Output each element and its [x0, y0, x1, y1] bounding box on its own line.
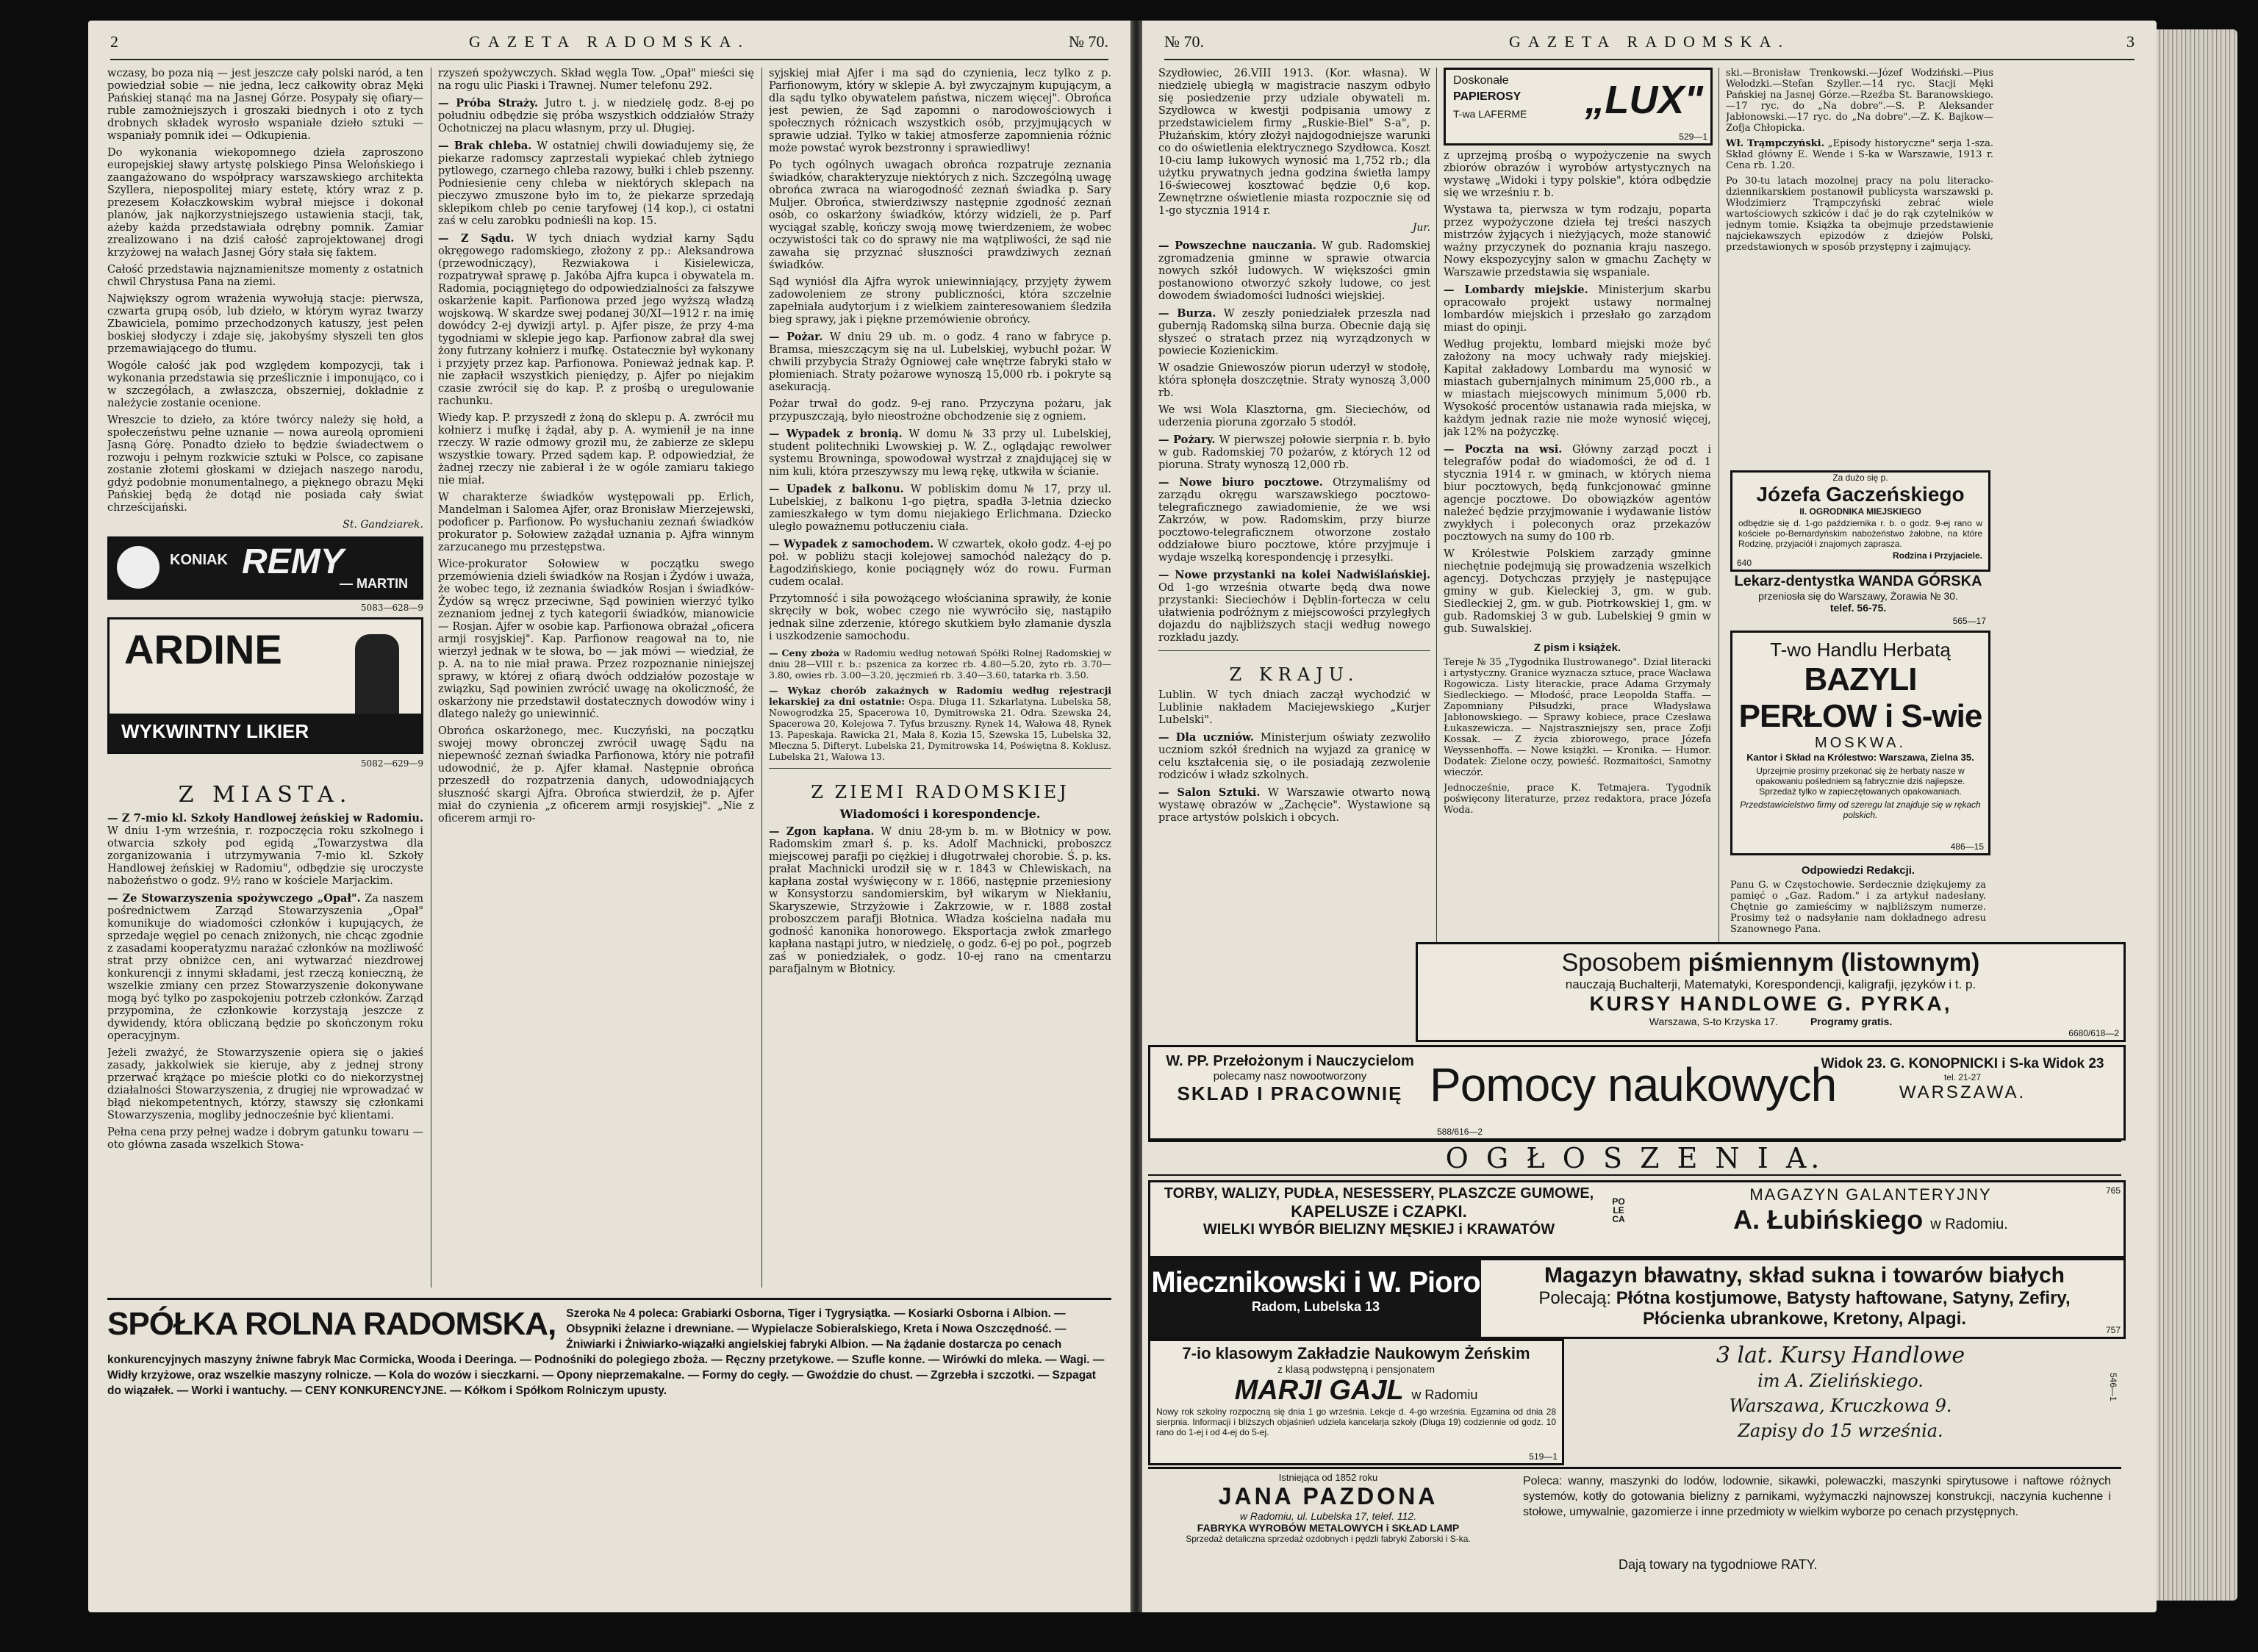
article-text: W tych dniach wydział karny Sądu okręgowego radomskiego, złożony z pp.: Aleksandrowa (przewodniczący), Rezwiakowa i Kisielewicza, rozpatrywał sprawę p. Jakóba Ajfra kupca i obywatela m. Radomia, pociągniętego do odpowiedzialności za fałszywe oskarżenie kapit. Parfionowa przed jego wyższą władzą wojskową. W skardze swej podanej 30/XI—1912 r. na imię dowódcy 2-ej dywizji artyl. p. Ajfer pisze, że przy 4-ma tygodniami w sklepie jego kap. Parfionow zabrał dla swej żony futrzany kołnierz i mufkę. Ostatecznie był wykonany i przyjęty przez kap. Parfionowa. Ponieważ jednak kap. P. nie zapłacił wszystkich pieniędzy, p. Ajfer po niejakim czasie zwrócił się do kap. P. z prośbą o uregulowanie rachunku. [438, 233, 754, 407]
ad-lux-mid: PAPIEROSY [1453, 90, 1522, 103]
ad-spolka-text: Szeroka № 4 poleca: Grabiarki Osborna, Tiger i Tygrysiątka. — Kosiarki Osborna i Albion. — Obsypniki żelazne i drewniane. — Wypielacze Sobieralskiego, Kreta i Nowa Oszczędność. — Żniwiarki i Żniwiarko-wiązałki angielskiej fabryki Albion. — Na żądanie dostarcza po cenach konkurencyjnych maszyny żniwne fabryk Mac Cormicka, Wooda i Deeringa. — Podnośniki do polegiego zboża. — Ręczny przetykowe. — Szufle konne. — Wirówki do mleka. — Wagi. — Widły krzyżowe, oraz wszelkie maszyny rolnicze. — Kola do wozów i sieczkarni. — Opony nieprzemakalne. — Formy do cegły. — Gwoździe do chust. — Zgrzebła i szczotki. — Szpagat do wiązałek. — Worki i wantuchy. — CENY KONKURENCYJNE. — Kółkom i Spółkom Rolniczym upusty. [107, 1307, 1105, 1397]
page-number: 3 [2126, 32, 2135, 51]
article-text: Ministerjum oświaty zezwoliło uczniom szkół średnich na wyjazd za granicę w celu kształcenia się, o ile posiadają zezwolenie rodziców i władz szkolnych. [1158, 732, 1430, 781]
article-text: ski.—Bronisław Trenkowski.—Józef Wodziński.—Pius Welodzki.—Stefan Szyller.—14 ryc. Stacji Męki Pańskiej na Jasnej Górze.—Rzeźba St. Baranowskiego.—17 ryc. do „Na dobre".—S. P. Aleksander Jabłonowski.—17 ryc. do „Na dobre".—Z. K. Bajkow—Zofja Chłopicka. [1726, 68, 1993, 134]
ad-pomoce-tel: tel. 21-27 [1943, 1072, 1982, 1082]
article-text: rzyszeń spożywczych. Skład węgla Tow. „Opał" mieści się na rogu ulic Piaski i Trawnej. Numer telefonu 292. [438, 68, 754, 92]
left-page [88, 21, 1130, 1612]
article-text: Sąd wyniósł dla Ajfra wyrok uniewinniający, przyjęty żywem zadowoleniem ze strony publiczności, która szczelnie zapełniała audytorjum i z wielkiem zainteresowaniem śledziła bieg sprawy, jak i piękne przemówienie obrońcy. [769, 276, 1111, 326]
news-heading: — Brak chleba. [438, 140, 532, 152]
ad-pyrka-title: piśmiennym (listownym) [1688, 949, 1980, 977]
article-text: Wogóle całość jak pod względem kompozycji, tak i wykonania przedstawia się prześlicznie i imponująco, co i w szczegółach, a zwłaszcza, obszerniej, dokładnie z należycie zostanie ocenione. [107, 360, 423, 409]
author-signature: Jur. [1412, 222, 1430, 234]
right-page [1142, 21, 2157, 1612]
ad-script-line4: Zapisy do 15 września. [1738, 1421, 1943, 1441]
ad-lub-left2: KAPELUSZE i CZAPKI. [1291, 1202, 1467, 1221]
article-text: Ospa. Długa 11. Szkarlatyna. Lubelska 58, Nowogrodzka 25, Spacerowa 10, Dymitrowska 21. Odra. Szewska 24, Spacerowa 20, Kolejowa 7. Tyfus brzuszny. Rynek 14, Wałowa 48, Rynek 13. Papeskaja. Rawicka 21, Mała 8, Kozia 15, Szewska 15, Lubelska 32, Mleczna 5. Difteryt. Lubelska 21, Dymitrowska 14, Poświętna 8. Koklusz. Lubelska 21, Wałowa 13. [769, 696, 1111, 762]
ad-perlow-name: BAZYLI PERŁOW i S-wie [1738, 661, 1982, 734]
ad-pazdona-fab: FABRYKA WYROBÓW METALOWYCH i SKŁAD LAMP [1197, 1522, 1460, 1534]
page-number: 2 [110, 32, 118, 51]
news-heading: — Ze Stowarzyszenia spożywczego „Opał". [107, 892, 361, 905]
ad-code: 546—1 [2108, 1373, 2118, 1401]
section-heading-odpowiedzi: Odpowiedzi Redakcji. [1801, 864, 1915, 877]
news-heading: — Lombardy miejskie. [1444, 284, 1588, 296]
ad-lub-left1: TORBY, WALIZY, PUDŁA, NESESSERY, PLASZCZE GUMOWE, [1164, 1185, 1594, 1202]
left-column-2 [438, 68, 754, 1288]
article-text: Według projektu, lombard miejski może być założony na mocy uchwały rady miejskiej. Kapitał zakładowy Lombardu ma wynosić w miastach gubernjalnych minimum 25,000 rb., a w miastach miejscowych minimum 5,000 rb. Wysokość procentów ustanawia rada miejska, w każdym jednak razie nie może wynosić więcej, jak 12% na pożyczkę. [1444, 339, 1711, 438]
ad-gajl-sub: z klasą podwstępną i pensjonatem [1277, 1363, 1436, 1375]
ad-remy-name: REMY [242, 542, 344, 581]
article-text: Lublin. W tych dniach zaczął wychodzić w Lublinie nakładem Maciejewskiego „Kurjer Lubelski". [1158, 689, 1430, 726]
ad-pazdona-addr: w Radomiu, ul. Lubelska 17, telef. 112. [1239, 1510, 1417, 1522]
ad-gaczenski [1730, 470, 1990, 572]
article-text: W pobliskim domu № 17, przy ul. Lubelskiej, z balkonu 1-go piętra, spadła 3-letnia dziecko zamieszkałego w tym domu niejakiego Erlichmana. Dziecko uległo poważnemu potłuczeniu ciała. [769, 484, 1111, 533]
news-heading: — Dla uczniów. [1158, 731, 1254, 744]
news-heading: — Powszechne nauczania. [1158, 240, 1316, 252]
ad-gaczenski-text: odbędzie się d. 1-go października r. b. o godz. 9-ej rano w kościele po-Bernardyńskim nabożeństwo żałobne, na które Rodzinę, przyjaciół i znajomych zaprasza. [1738, 518, 1982, 549]
ad-code: 5083—628—9 [360, 603, 423, 613]
ad-miecznikowski [1148, 1258, 2126, 1339]
article-text: Jutro t. j. w niedzielę godz. 8-ej po południu odbędzie się próba wszystkich oddziałów Straży Ochotniczej na placu własnym, przy ul. Długiej. [438, 98, 754, 134]
article-text: Tereje № 35 „Tygodnika Ilustrowanego". Dział literacki i artystyczny. Granice wyznacza sztuce, prace Wacława Rogowicza. Listy literackie, prace Adama Grzymały Siedleckiego. — Młodość, prace Leopolda Staffa. — Zapomniany Piłsudzki, prace Władysława Jabłonowskiego. — Sprawy kobiece, prace Czesława Łukaszewicza. — Najstraszniejszy sen, prace Zofji Kossak. — Z życia zbiorowego, prace Józefa Weyssenhoffa. — Nowe książki. — Kronika. — Humor. Dodatek: Zielone oczy, powieść. Rozmaitości, Samotny wieczór. [1444, 657, 1711, 778]
article-text: Za naszem pośrednictwem Zarząd Stowarzyszenia „Opał" komunikuje do wiadomości członków i kupujących, że sprzedaje węgiel po cenach zniżonych, nie chcąc zgodnie z zasadami kooperatyzmu narażać członków na możliwość strat przy obniżce cen, ani wytwarzać niezdrowej konkurencji z innymi składami, jest rzeczą konieczną, że wszelkie zmiany cen przez Stowarzyszenie dokonywane mogą być tylko po zaspokojeniu potrzeb członków. Zarząd przypomina, że członkowie korzystają jeszcze z dywidendy, która obliczaną będzie po skończonym roku operacyjnym. [107, 893, 423, 1042]
ad-perlow-warn: Przedstawicielstwo firmy od szeregu lat znajduje się w rękach polskich. [1740, 800, 1981, 820]
article-text: syjskiej miał Ajfer i ma sąd do czynienia, lecz tylko z p. Parfionowym, który w sklepie A. był zwyczajnym kupującym, a dla sądu tylko obywatelem państwa, niczem więcej". Obrońca jest pewien, że Sąd zapomni o narodowościowych i społecznych różnicach wszystkich osób, przyjmujących w sprawie udział. Tylko w takiej atmosferze zapomnienia różnic może powstać wyrok bezstronny i sprawiedliwy! [769, 68, 1111, 154]
ad-spolka-rolna [107, 1298, 1111, 1416]
ad-gorska-title: Lekarz-dentystka WANDA GÓRSKA [1734, 573, 1982, 589]
ad-miec-pol: Polecają: [1538, 1288, 1612, 1308]
ad-pomoce-city: WARSZAWA. [1899, 1082, 2026, 1102]
article-text: W dniu 1-ym września, r. rozpoczęcia roku szkolnego i otwarcia szkoły pod egidą „Towarzystwa dla zorganizowania i utrzymywania 7-mio kl. Szkoły Handlowej żeńskiej w Radomiu", odbędzie się uroczyste nabożeństwo o godz. 9½ rano w kościele Marjackim. [107, 825, 423, 887]
ad-lub-name: A. Łubińskiego [1733, 1204, 1924, 1235]
ad-perlow-pre: T-wo Handlu Herbatą [1770, 639, 1951, 661]
ad-miec-items: Płótna kostjumowe, Batysty haftowane, Satyny, Zefiry, Płócienka ubrankowe, Kretony, Alpagi. [1616, 1288, 2071, 1329]
ad-pazdona-pre: Istniejąca od 1852 roku [1278, 1472, 1378, 1483]
column-rule [1436, 68, 1437, 1030]
article-text: W gub. Radomskiej zgromadzenia gminne w sprawie otwarcia nowych szkół ludowych. W większości gmin postanowiono otworzyć szkoły ludowe, co jest dowodem świadomości ludności wiejskiej. [1158, 240, 1430, 302]
article-text: Pełna cena przy pełnej wadze i dobrym gatunku towaru — oto główna zasada wszelkich Stowa- [107, 1127, 423, 1151]
ad-gajl-pre: 7-io klasowym Zakładzie Naukowym Żeńskim [1182, 1344, 1530, 1362]
ad-pazdona-sub: Sprzedaż detaliczna sprzedaż ozdobnych i pędzli fabryki Zaborski i S-ka. [1186, 1534, 1471, 1544]
news-heading: — Pożar. [769, 331, 823, 343]
article-text: Wice-prokurator Sołowiew w początku swego przemówienia dzieli świadków na Rosjan i Żydów i uważa, że wobec tego, iż zeznania świadków Rosjan i świadków-Żydów są wręcz przeciwne, Sąd powinien wierzyć tylko zeznaniom jednej z tych kategorii świadków, mianowicie — Rosjan. Ajfer w osobie kap. Parfionowa obrażał „oficera armji rosyjskiej". Kap. Parfionow reagował na to, nie wierzył jednak w te słowa, bo — jak mówi — wiedział, że p. A. na to nie miał prawa. Przez rozpoznanie niniejszej sprawy, w której z ofiarą dwóch oddziałów pozostaje w związku, Sąd powinien zwrócić uwagę na okoliczność, że oskarżony nie przedstawił dostatecznych dowodów winy i dlatego należy go uniewinnić. [438, 559, 754, 720]
news-heading: — Wypadek z samochodem. [769, 538, 934, 550]
article-text: W pierwszej połowie sierpnia r. b. było w gub. Radomskiej 70 pożarów, z których 12 od pioruna. Straty wynoszą 12,000 rb. [1158, 434, 1430, 471]
article-text: Główny zarząd poczt i telegrafów podał do wiadomości, że od d. 1 stycznia 1914 r. w gminach, w których niema biur pocztowych, będą funkcjonować gminne agencje pocztowe. Do obowiązków agentów należeć będzie przyjmowanie i wydawanie listów zwykłych i poleconych oraz przekazów pocztowych na sumy do 100 rb. [1444, 444, 1711, 543]
ad-lux-name: „LUX" [1585, 78, 1703, 122]
ad-pyrka-addr: Warszawa, S-to Krzyska 17. [1649, 1016, 1779, 1027]
ad-ardine-name: ARDINE [124, 626, 282, 672]
news-heading: — Nowe przystanki na kolei Nadwiślańskiej. [1158, 569, 1430, 581]
ad-lux-top: Doskonałe [1453, 74, 1509, 87]
ad-perlow-addr: Kantor i Skład na Królestwo: Warszawa, Zielna 35. [1746, 752, 1974, 763]
issue-number: № 70. [1069, 32, 1108, 51]
ad-pyrka [1416, 942, 2126, 1042]
article-text: W osadzie Gniewoszów piorun uderzył w stodołę, która spłonęła doszczętnie. Straty wynoszą 3,000 rb. [1158, 362, 1430, 399]
ad-perlow-city: MOSKWA. [1815, 735, 1906, 751]
news-heading: — Wykaz chorób zakaźnych w Radomiu według rejestracji lekarskiej za dni ostatnie: [769, 685, 1111, 707]
ad-koniak-remy [107, 536, 423, 600]
ad-code: 6680/618—2 [2068, 1028, 2119, 1038]
article-text: Po tych ogólnych uwagach obrońca rozpatruje zeznania świadków, charakteryzuje niektórych z nich. Szczególną uwagę obrońca zwraca na wiarogodność zeznań świadka p. Sary Muljer. Obrońca, stwierdziwszy następnie zgodność zeznań osób, co oskarżony świadków, którzy widzieli, że p. Parf wyciągał szablę, kończy swoją mowę twierdzeniem, że wobec oczywistości tak co do sprawy nie ma wątpliwości, że sąd nie zawaha się przyznać słuszności prawdziwych zeznań świadków. [769, 159, 1111, 271]
ad-code: 519—1 [1529, 1451, 1558, 1462]
article-text: Ministerjum skarbu opracowało projekt ustawy normalnej lombardów miejskich i przesłało go zarządom miast do opinji. [1444, 284, 1711, 334]
article-text: Po 30-tu latach mozolnej pracy na polu literacko-dziennikarskiem postanowił publicysta warszawski p. Włodzimierz Trąmpczyński zebrać wiele wartościowych szkiców i dać je do rąk czytelników w jednym tomie. Książka ta obejmuje przedstawienie najciekawszych epizodów z dziejów Polski, przedstawionych w sposób przystępny i zajmujący. [1726, 176, 1993, 253]
ad-pyrka-prog: Programy gratis. [1810, 1016, 1893, 1027]
article-text: Do wykonania wiekopomnego dzieła zaproszono europejskiej sławy artystę polskiego Pinsa Welońskiego i zaangażowano do współpracy warszawskiego architekta Szyllera, niepospolitej miary estetę, który wraz z p. prezesem Kołaczkowskim wybrał miejsce i dokonał planów, jak najkorzystniejszego ustawienia stacji, tak, ażeby każda przedstawiała odrębny pomnik. Zamiar zrealizowano i na dziś całość zaprojektowanej drogi krzyżowej na wałach Jasnej Góry stała się faktem. [107, 147, 423, 259]
ad-gorska-tel: telef. 56-75. [1829, 602, 1887, 614]
left-column-3 [769, 68, 1111, 1288]
column-rule [761, 68, 762, 1288]
ad-pazdona-name: JANA PAZDONA [1218, 1483, 1438, 1509]
issue-number: № 70. [1164, 32, 1204, 51]
article-text: Jeżeli zważyć, że Stowarzyszenie opiera się o jakieś zasady, jakkolwiek sie kieruje, aby z jednej strony przerwać krążące po mieście plotki co do niekorzystnej działalności Stowarzyszenia, z drugiej nie wprowadzać w błąd niekompetentnych, którzy, stawszy się członkami Stowarzyszenia, mogliby jednocześnie być klientami. [107, 1047, 423, 1121]
right-column-2 [1444, 150, 1711, 1030]
ad-pomoce-firm: Widok 23. G. KONOPNICKI i S-ka Widok 23 [1821, 1056, 2104, 1071]
ad-kursy-handlowe-script [1583, 1343, 2098, 1454]
article-text: z uprzejmą prośbą o wypożyczenie na swych zbiorów obrazów i wyrobów artystycznych na wystawę „Widoki i typy polskie", która odbędzie się we wrześniu r. b. [1444, 150, 1711, 199]
ad-lub-pol: POLECA [1612, 1196, 1625, 1224]
ad-code: 529—1 [1679, 132, 1707, 142]
ad-pazdona-raty: Dają towary na tygodniowe RATY. [1619, 1557, 1818, 1572]
article-text: Od 1-go września otwarte będą dwa nowe przystanki: Sieciechów i Dęblin-fortecza w celu ułatwienia podróżnym z miejscowości przyległych dojazdu do najbliższych stacji według nowego rozkładu jazdy. [1158, 582, 1430, 644]
article-text: Wiedy kap. P. przyszedł z żoną do sklepu p. A. zwrócił mu kołnierz i mufkę i żądał, aby p. A. wymienił je na inne rzeczy. W razie odmowy groził mu, że zabierze ze sklepu wszystkie towary. Przed sądem kap. P. odpowiedział, że żadnej rzeczy nie zabierał i że w ogóle zamiaru takiego nie miał. [438, 412, 754, 486]
article-text: W Królestwie Polskiem zarządy gminne niechętnie podejmują się prowadzenia wszelkich agencyj. Dotychczas przyjęły je następujące gminy w gub. Kieleckiej 3, gm. w gub. Siedleckiej 2, gm. w gub. Piotrkowskiej 1, gm. w gub. Radomskiej 3 w gub. Lubelskiej 9 gmin w gub. Suwalskiej. [1444, 548, 1711, 635]
article-text: We wsi Wola Klasztorna, gm. Sieciechów, od uderzenia pioruna zgorzało 5 stodół. [1158, 404, 1430, 428]
news-heading: — Upadek z balkonu. [769, 483, 904, 495]
ad-pomoce-big: Pomocy naukowych [1430, 1058, 1837, 1111]
ogloszenia-heading: O G Ł O S Z E N I A. [1148, 1141, 2121, 1176]
section-heading-z-pism: Z pism i książek. [1533, 642, 1621, 654]
article-text: W dniu 28-ym b. m. w Błotnicy w pow. Radomskim zmarł ś. p. ks. Adolf Machnicki, proboszcz miejscowej parafji po ciężkiej i długotrwałej chorobie. Ś. p. ks. prałat Machnicki urodził się w r. 1843 w Chlewiskach, na kapłana został wyświęcony w r. 1866, następnie przeniesiony w Konsystorzu sandomierskim, był wikarym w Niekłaniu, Skaryszewie, Strzyżowie i Zakrzowie, w r. 1888 został proboszczem parafji Błotnica. Władza kościelna nadała mu godność kanonika honorowego. Eksportacja zwłok zmarłego kapłana nastąpi jutro, w niedzielę, o godz. 6-ej po poł., pogrzeb zaś w poniedziałek, o godz. 10-ej rano na cmentarzu parafjalnym w Błotnicy. [769, 826, 1111, 975]
running-head-right [1164, 28, 2135, 60]
ad-remy-sub: — MARTIN [340, 576, 408, 591]
news-heading: — Poczta na wsi. [1444, 443, 1563, 456]
ad-lux-firm: T-wa LAFERME [1453, 108, 1527, 120]
ad-code: 640 [1737, 558, 1752, 568]
section-heading-z-miasta: Z MIASTA. [178, 782, 353, 808]
masthead: GAZETA RADOMSKA. [469, 32, 750, 51]
ad-code: 486—15 [1950, 841, 1984, 852]
article-text: W Warszawie otwarto nową wystawę obrazów w „Zachęcie". Wystawione są prace artystów polskich i obcych. [1158, 787, 1430, 824]
ad-gaczenski-sig: Rodzina i Przyjaciele. [1892, 550, 1982, 561]
ad-pazdona-text: Poleca: wanny, maszynki do lodów, lodownie, sikawki, polewaczki, maszynki spirytusowe i naftowe różnych systemów, kotły do gotowania bielizny z parnikami, wyżymaczki najnowszej konstrukcji, naczynia kuchenne i stołowe, umywalnie, gazomierze i inne przedmioty w wielkim wyborze po cenach przystępnych. [1523, 1475, 2111, 1518]
news-heading: — Ceny zboża [769, 647, 840, 658]
ad-lubinski [1148, 1180, 2126, 1258]
ad-ardine-sub: WYKWINTNY LIKIER [121, 720, 309, 742]
ad-code: 565—17 [1952, 616, 1986, 626]
news-heading: — Z Sądu. [438, 232, 515, 245]
ad-gorska [1730, 573, 1986, 626]
ad-lub-left3: WIELKI WYBÓR BIELIZNY MĘSKIEJ i KRAWATÓW [1203, 1221, 1555, 1238]
ad-gorska-text: przeniosła się do Warszawy, Żorawia № 30. [1758, 590, 1958, 602]
ad-pyrka-pre: Sposobem [1561, 949, 1682, 977]
column-rule [1718, 68, 1719, 1030]
ad-miec-name: Miecznikowski i W. Pioro [1151, 1266, 1480, 1299]
article-text: Panu G. w Częstochowie. Serdecznie dziękujemy za pamięć o „Gaz. Radom." i za artykuł nadesłany. Chętnie go zamieścimy w najbliższym numerze. Prosimy też o nadsyłanie nam dokładnego adresu Szanownego Pana. [1730, 880, 1986, 935]
article-text: „Episody historyczne" serja 1-sza. Skład główny E. Wende i S-ka w Warszawie, 1913 r. Cena rb. 1.20. [1726, 138, 1993, 171]
article-text: W zeszły poniedziałek przeszła nad gubernją Radomską silna burza. Obecnie dają się słyszeć o stratach przez nią wyrządzonych w powiecie Kozienickim. [1158, 308, 1430, 357]
news-heading: — Nowe biuro pocztowe. [1158, 476, 1323, 489]
article-text: Szydłowiec, 26.VIII 1913. (Kor. własna). W niedzielę ubiegłą w magistracie naszym odbyło się posiedzenie przy udziale obywateli m. Szydłowca w kwestji podpisania umowy z przedstawicielem firmy „Ruskie-Biel" S-a", p. Płużańskim, który złożył najdogodniejsze warunki co do oświetlenia elektrycznego Szydłowca. Koszt 10-ciu lamp łukowych wynosić ma 1,752 rb.; dla użytku prywatnych jedna godzina świetła lampy 16-świecowej kosztować będzie 0,6 kop. Zewnętrzne oświetlenie miasta rozpocznie się od 1-go stycznia 1914 r. [1158, 68, 1430, 217]
section-heading-z-kraju: Z KRAJU. [1229, 664, 1360, 685]
section-heading-z-ziemi: Z ZIEMI RADOMSKIEJ [811, 782, 1069, 802]
ad-perlow [1730, 631, 1990, 855]
news-heading: — Salon Sztuki. [1158, 786, 1261, 799]
ad-gaczenski-pre: Za dużo się p. [1832, 473, 1888, 483]
ad-pomoce-naukowe [1148, 1045, 2126, 1141]
article-text: Przytomność i siła powożącego włościanina sprawiły, że konie skręciły w bok, wobec czego nie wywróciło się, nastąpiło jednak silne zderzenie, którego skutkiem było złamanie dyszla i uszkodzenie samochodu. [769, 593, 1111, 642]
ad-gajl-text: Nowy rok szkolny rozpoczną się dnia 1 go września. Lekcje d. 4-go września. Egzamina od dnia 28 sierpnia. Informacji i bliższych objaśnień udziela kancelarja szkoły (Długa 19) codziennie od godz. 10 rano do 1-ej i od 4-ej do 5-ej. [1156, 1407, 1556, 1437]
ad-ardine [107, 617, 423, 754]
article-text: Jednocześnie, prace K. Tetmajera. Tygodnik poświęcony literaturze, przez redaktora, prace Józefa Woda. [1444, 783, 1711, 816]
article-text: W charakterze świadków występowali pp. Erlich, Mandelman i Salomea Ajfer, oraz Bronisław Mierzejewski, podoficer p. Parfionow. Po wysłuchaniu zeznań świadków prokurator p. Sołowiew zażądał uznania p. Ajfra winnym zarzucanego mu przestępstwa. [438, 492, 754, 553]
right-column-1 [1158, 68, 1430, 1030]
running-head-left [110, 28, 1108, 60]
article-text: W ostatniej chwili dowiadujemy się, że piekarze radomscy zaprzestali wypiekać chleb żytniego pytlowego, czarnego chleba razowy, bułki i chleb pszenny. Podniesienie ceny chleba w niektórych sklepach na pieczywo zmuszone było im to, że piekarze sprzedają sklepikom chleb po cenie taryfowej (14 kop.), ci ostatni zaś w celu zarobku podnieśli na kop. 15. [438, 140, 754, 227]
right-column-3 [1726, 68, 1993, 464]
ad-script-line2: im A. Zielińskiego. [1757, 1371, 1924, 1391]
ad-script-line3: Warszawa, Kruczkowa 9. [1729, 1396, 1952, 1416]
ad-pomoce-left1: W. PP. Przełożonym i Nauczycielom [1166, 1053, 1414, 1069]
news-heading: Wł. Trąmpczyński. [1726, 138, 1825, 149]
ad-gajl [1148, 1339, 1564, 1465]
ad-pazdona [1148, 1467, 2121, 1578]
article-text: Wystawa ta, pierwsza w tym rodzaju, poparta przez wypożyczone dzieła tej treści naszych mistrzów żyjących i nieżyjących, może stanowić ważny przyczynek do poznania kraju naszego. Nowy ekspozycyjny salon w gmachu Zachęty w Warszawie przedstawia się wspaniale. [1444, 204, 1711, 279]
ad-pomoce-left3: SKLAD I PRACOWNIĘ [1177, 1082, 1403, 1105]
news-heading: — Z 7-mio kl. Szkoły Handlowej żeńskiej w Radomiu. [107, 812, 423, 825]
article-text: W czwartek, około godz. 4-ej po poł. w pobliżu stacji kolejowej samochód należący do p. Łagodzińskiego, konie pociągnęły wóz do rowu. Furman cudem ocalał. [769, 539, 1111, 588]
article-text: Wreszcie to dzieło, za które twórcy należy się hołd, a społeczeństwu pełne uznanie — nowa aureolą opromieni Jasną Górę. Ponadto dzieło to będzie świadectwem o rozwoju i pełnym rozkwicie sztuki w Polsce, co zapisane zostanie złotemi głoskami w dziejach naszego narodu, gdyż podobnie monumentalnego, a pięknego obrazu Męki Pańskiej będą że dotąd nie posiada cały świat chrześcijański. [107, 414, 423, 514]
left-column-1 [107, 68, 423, 1288]
ad-pyrka-name: KURSY HANDLOWE G. PYRKA, [1589, 992, 1952, 1015]
news-heading: — Burza. [1158, 307, 1216, 320]
news-heading: — Zgon kapłana. [769, 825, 875, 838]
article-text: Otrzymaliśmy od zarządu okręgu warszawskiego pocztowo-telegraficznego zawiadomienie, że we wsi Zakrzów, w pow. Radomskim, przy biurze pocztowo-telegraficznem otworzone zostało oddziałowe biuro pocztowe, które przyjmuje i wydaje wszelką korespondencję i przesyłki. [1158, 477, 1430, 564]
article-text: Pożar trwał do godz. 9-ej rano. Przyczyna pożaru, jak przypuszczają, było nieostrożne obchodzenie się z ogniem. [769, 398, 1111, 423]
ad-miec-addr: Radom, Lubelska 13 [1251, 1299, 1380, 1314]
author-signature: St. Gandziarek. [343, 519, 423, 531]
article-text: W dniu 29 ub. m. o godz. 4 rano w fabryce p. Bramsa, mieszczącym się na ul. Lubelskiej, wybuchł pożar. W chwili przybycia Straży Ogniowej całe wnętrze fabryki stało w płomieniach. Straty pożarowe wynoszą 15,000 rb. i pokryte są asekuracją. [769, 331, 1111, 393]
ad-lub-city: w Radomiu. [1930, 1216, 2008, 1232]
ad-code: 765 [2105, 1185, 2121, 1196]
book-gutter [1130, 21, 1142, 1612]
ad-script-line1: 3 lat. Kursy Handlowe [1716, 1343, 1965, 1368]
news-heading: — Pożary. [1158, 434, 1216, 446]
article-text: Całość przedstawia najznamienitsze momenty z ostatnich chwil Chrystusa Pana na ziemi. [107, 264, 423, 288]
article-text: Największy ogrom wrażenia wywołują stacje: pierwsza, czwarta grupą osób, lub dzieło, w którym wyraz twarzy Zbawiciela, pomimo przechodzonych katuszy, jest pełen boskiej słodyczy i zdaje się, jakobyśmy słyszeli ten głos przemawiającego do tłumu. [107, 293, 423, 355]
ad-gajl-city: w Radomiu [1411, 1387, 1478, 1402]
article-text: Obrońca oskarżonego, mec. Kuczyński, na początku swojej mowy obronczej zwrócił uwagę Sądu na niepewność zeznań świadka Parfionowa, który nie potrafił udowodnić, że p. Ajfer kłamał. Następnie obrońca przeszedł do rozpatrzenia danych, udowodniających słuszność skargi Ajfra. Obrońca stwierdził, że p. Ajfer miał do czynienia „z oficerem armji rosyjskiej". „Nie z oficerem armji ro- [438, 725, 754, 825]
news-heading: — Próba Straży. [438, 97, 539, 109]
news-heading: — Wypadek z bronią. [769, 428, 903, 440]
ad-code: 757 [2105, 1325, 2121, 1335]
article-text: W domu № 33 przy ul. Lubelskiej, student politechniki Lwowskiej p. W. Z., oglądając rewolwer systemu Browninga, spowodował wystrzał z znajdującej się w nim kuli, która przeszywszy mu lewą rękę, utkwiła w ścianie. [769, 428, 1111, 478]
ad-lub-pre: MAGAZYN GALANTERYJNY [1749, 1185, 1992, 1204]
ad-spolka-title: SPÓŁKA ROLNA RADOMSKA, [107, 1306, 556, 1342]
ad-remy-brand: KONIAK [170, 552, 228, 568]
article-text: wczasy, bo poza nią — jest jeszcze cały polski naród, a ten powiedział sobie — nie jedna, lecz całkowity obraz Męki Pańskiej stanąć ma na Jasnej Górze. Posypały się ofiary—ruble zamożniejszych i groszaki biednych i oto z tych drobnych składek wyrosło wspaniałe dzieło sztuki — wspaniały pomnik idei — Odkupienia. [107, 68, 423, 142]
ad-miec-title: Magazyn bławatny, skład sukna i towarów białych [1544, 1263, 2065, 1288]
ad-gaczenski-name: Józefa Gaczeńskiego [1756, 483, 1965, 506]
ad-perlow-text: Uprzejmie prosimy przekonać się że herbaty nasze w opakowaniu pośledniem są fabrycznie dziś najlepsze. Sprzedaż tylko w zapieczętowanych opakowaniach. [1755, 766, 1965, 797]
ad-gaczenski-sub: II. OGRODNIKA MIEJSKIEGO [1799, 506, 1921, 517]
ad-pyrka-sub: nauczają Buchalterji, Matematyki, Korespondencji, kaligrafji, języków i t. p. [1565, 977, 1976, 991]
ad-code: 5082—629—9 [360, 758, 423, 769]
ad-gajl-name: MARJI GAJL [1234, 1375, 1404, 1406]
ad-lux [1444, 68, 1713, 146]
page-edge-stack [2157, 29, 2237, 1601]
ad-code: 588/616—2 [1437, 1127, 1483, 1137]
section-subheading: Wiadomości i korespondencje. [839, 807, 1041, 821]
masthead: GAZETA RADOMSKA. [1509, 32, 1790, 51]
article-text: w Radomiu według notowań Spółki Rolnej Radomskiej w dniu 28—VIII r. b.: pszenica za korzec rb. 4.80—5.20, żyto rb. 3.70—3.80, owies rb. 3.00—3.20, jęczmień rb. 3.40—3.60, tatarka rb. 3.50. [769, 647, 1111, 680]
ad-remy-emblem-icon [117, 546, 160, 589]
ad-pomoce-left2: polecamy nasz nowootworzony [1213, 1070, 1367, 1082]
